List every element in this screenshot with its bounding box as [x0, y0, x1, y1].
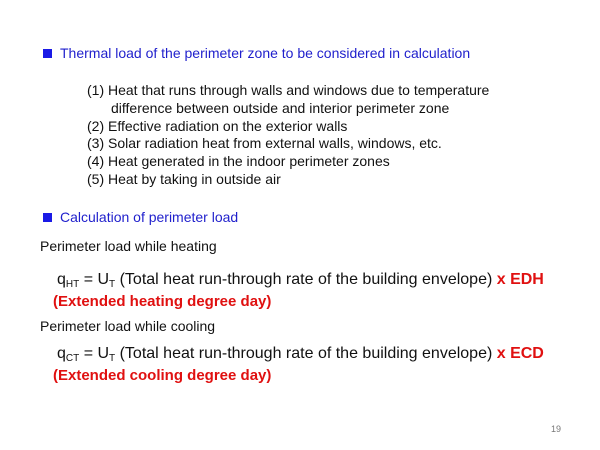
list-item: (2) Effective radiation on the exterior walls: [87, 117, 348, 134]
section-title: Thermal load of the perimeter zone to be considered in calculation: [60, 45, 471, 61]
square-bullet-icon: [43, 49, 52, 58]
list-item: (3) Solar radiation heat from external walls, windows, etc.: [87, 135, 442, 152]
list-item: (1) Heat that runs through walls and windows due to temperature difference between outside and interior perimeter zone: [87, 82, 490, 116]
section-title: Calculation of perimeter load: [60, 209, 239, 225]
cooling-formula: $q_{CT} = U_T$ (Total heat run-through rate of the building envelope) x ECD: [57, 345, 544, 364]
section-heading-thermal-load: [43, 45, 470, 61]
heating-label: Perimeter load while heating: [40, 238, 217, 254]
cooling-factor: x ECD: [496, 345, 544, 362]
thermal-load-list: [87, 82, 489, 189]
cooling-label: Perimeter load while cooling: [40, 318, 216, 334]
cooling-factor-description: (Extended cooling degree day): [53, 367, 272, 384]
heating-factor-description: (Extended heating degree day): [53, 293, 272, 310]
list-item: (4) Heat generated in the indoor perimeter zones: [87, 153, 390, 170]
heating-factor: x EDH: [496, 271, 544, 288]
page-number: 19: [551, 424, 562, 434]
list-item: (5) Heat by taking in outside air: [87, 170, 281, 187]
section-heading-calculation: [43, 209, 238, 225]
heating-formula: $q_{HT} = U_T$ (Total heat run-through rate of the building envelope) x EDH: [57, 271, 544, 290]
square-bullet-icon: [43, 213, 52, 222]
